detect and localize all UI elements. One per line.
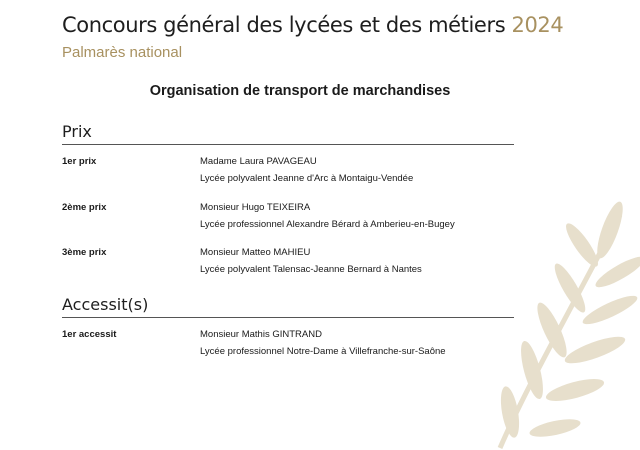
laureate-school: Lycée polyvalent Jeanne d'Arc à Montaigu-Vendée [200,173,414,184]
header-subtitle: Palmarès national [62,44,183,61]
laureate-school: Lycée professionnel Notre-Dame à Villefranche-sur-Saône [200,346,446,357]
rank-label: 1er accessit [62,329,117,340]
section-heading: Prix [62,122,514,145]
laureate-name: Monsieur Matteo MAHIEU [200,247,311,258]
header-year: 2024 [511,13,564,37]
laureate-info [200,153,413,187]
section-accessit [62,295,514,357]
laureate-school: Lycée polyvalent Talensac-Jeanne Bernard à Nantes [200,264,422,275]
header-title [62,13,563,37]
section-heading: Accessit(s) [62,295,514,318]
laureate-school: Lycée professionnel Alexandre Bérard à Amberieu-en-Bugey [200,219,455,230]
laurel-branch-icon [470,200,640,450]
rank-label: 2ème prix [62,202,107,213]
laureate-name: Monsieur Mathis GINTRAND [200,329,322,340]
section-prix [62,122,514,275]
rank-label: 1er prix [62,156,97,167]
discipline-title: Organisation de transport de marchandises [149,83,451,99]
rank-label: 3ème prix [62,247,107,258]
laureate-info [200,199,455,233]
laureate-name: Madame Laura PAVAGEAU [200,156,317,167]
header-title-text: Concours général des lycées et des métiers [62,13,506,37]
laureate-name: Monsieur Hugo TEIXEIRA [200,202,311,213]
laureate-info [200,326,446,360]
laureate-info [200,244,422,278]
